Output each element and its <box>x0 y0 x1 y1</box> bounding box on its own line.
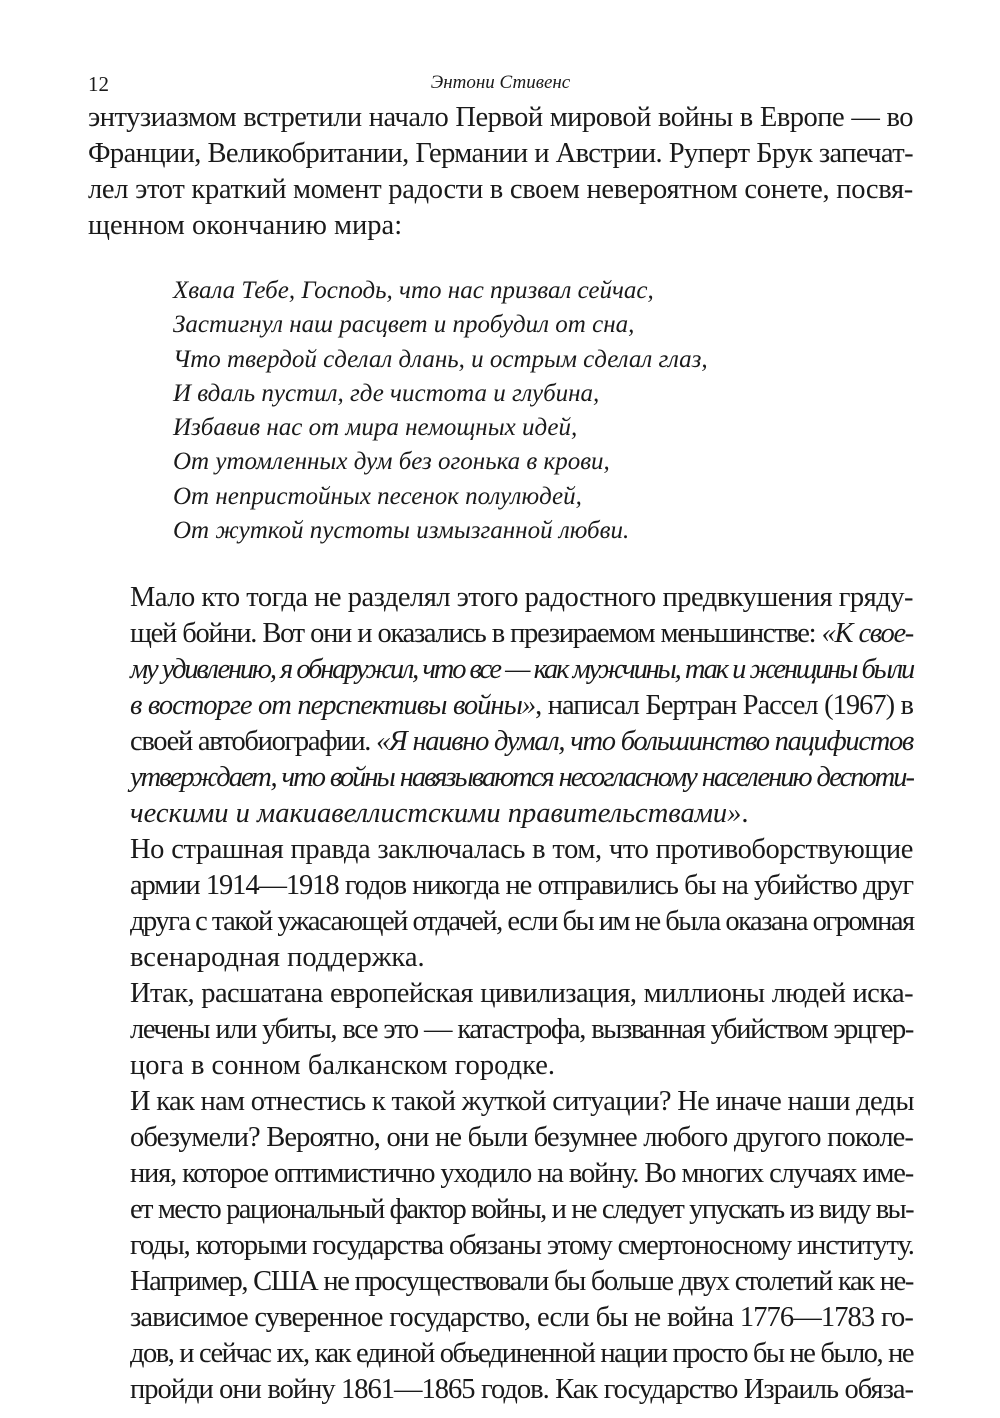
book-page <box>88 60 913 1408</box>
text-line: энтузиазмом встретили начало Первой мировой войны в Европе — во <box>88 102 913 133</box>
text-line: Франции, Великобритании, Германии и Австрии. Руперт Брук запечат- <box>88 138 913 169</box>
text-line: зависимое суверенное государство, если бы не война 1776—1783 го- <box>130 1302 913 1334</box>
page-header <box>88 60 913 100</box>
text-span: . <box>741 798 749 830</box>
text-line: годы, которыми государства обязаны этому смертоносному институту. <box>130 1230 914 1262</box>
poem-quote <box>173 274 913 548</box>
page-number: 12 <box>88 72 109 96</box>
text-line <box>88 688 913 724</box>
text-span: , написал Бертран Рассел (1967) в <box>535 690 914 722</box>
poem-line: От жуткой пустоты измызганной любви. <box>173 517 630 545</box>
paragraph-5 <box>88 1084 913 1408</box>
poem-line: Что твердой сделал длань, и острым сделал глаз, <box>173 345 708 373</box>
text-line: всенародная поддержка. <box>130 942 425 974</box>
text-span: щей бойни. Вот они и оказались в презираемом меньшинстве: <box>130 618 822 650</box>
text-line: ет место рациональный фактор войны, и не следует упускать из виду вы- <box>130 1194 913 1226</box>
text-line: пройди они войну 1861—1865 годов. Как государство Израиль обяза- <box>130 1374 913 1406</box>
text-line: дов, и сейчас их, как единой объединенной нации просто бы не было, не <box>130 1338 913 1370</box>
text-line: обезумели? Вероятно, они не были безумнее любого другого поколе- <box>130 1122 913 1154</box>
text-line <box>88 796 913 832</box>
paragraph-1 <box>88 100 913 244</box>
quote-span: ческими и макиавеллистскими правительствами» <box>130 798 742 830</box>
text-line: Например, США не просуществовали бы больше двух столетий как не- <box>130 1266 913 1298</box>
text-line: лел этот краткий момент радости в своем невероятном сонете, посвя- <box>88 174 913 205</box>
text-line: Но страшная правда заключалась в том, что противоборствующие <box>130 834 913 866</box>
text-line: цога в сонном балканском городке. <box>130 1050 555 1082</box>
poem-line: Хвала Тебе, Господь, что нас призвал сейчас, <box>173 277 654 304</box>
paragraph-3 <box>88 832 913 976</box>
text-line: друга с такой ужасающей отдачей, если бы им не была оказана огромная <box>130 906 914 938</box>
text-line: щенном окончанию мира: <box>88 210 403 241</box>
running-title: Энтони Стивенс <box>430 72 571 93</box>
poem-line: И вдаль пустил, где чистота и глубина, <box>173 379 600 407</box>
quote-span: «К свое- <box>821 618 913 650</box>
text-span: своей автобиографии. <box>130 726 377 758</box>
poem-line: Избавив нас от мира немощных идей, <box>173 414 578 442</box>
text-line <box>88 616 913 652</box>
quote-span: му удивлению, я обнаружил, что все — как мужчины, так и женщины были <box>130 654 913 686</box>
text-line <box>88 724 913 760</box>
poem-line: От утомленных дум без огонька в крови, <box>173 448 610 476</box>
quote-span: утверждает, что войны навязываются несогласному населению деспоти- <box>130 762 913 794</box>
text-line: ния, которое оптимистично уходило на войну. Во многих случаях име- <box>130 1158 913 1190</box>
text-line: армии 1914—1918 годов никогда не отправились бы на убийство друг <box>130 870 913 902</box>
text-line: Мало кто тогда не разделял этого радостного предвкушения гряду- <box>130 582 913 614</box>
paragraph-2 <box>88 580 913 832</box>
quote-span: «Я наивно думал, что большинство пацифистов <box>376 726 913 758</box>
text-line: Итак, расшатана европейская цивилизация, миллионы людей иска- <box>130 978 913 1010</box>
text-line: И как нам отнестись к такой жуткой ситуации? Не иначе наши деды <box>130 1086 914 1118</box>
paragraph-4 <box>88 976 913 1084</box>
text-line <box>88 652 913 688</box>
poem-line: Застигнул наш расцвет и пробудил от сна, <box>173 311 635 339</box>
text-line <box>88 760 913 796</box>
quote-span: в восторге от перспективы войны» <box>130 690 536 722</box>
poem-line: От непристойных песенок полулюдей, <box>173 482 582 510</box>
text-line: лечены или убиты, все это — катастрофа, вызванная убийством эрцгер- <box>130 1014 913 1046</box>
